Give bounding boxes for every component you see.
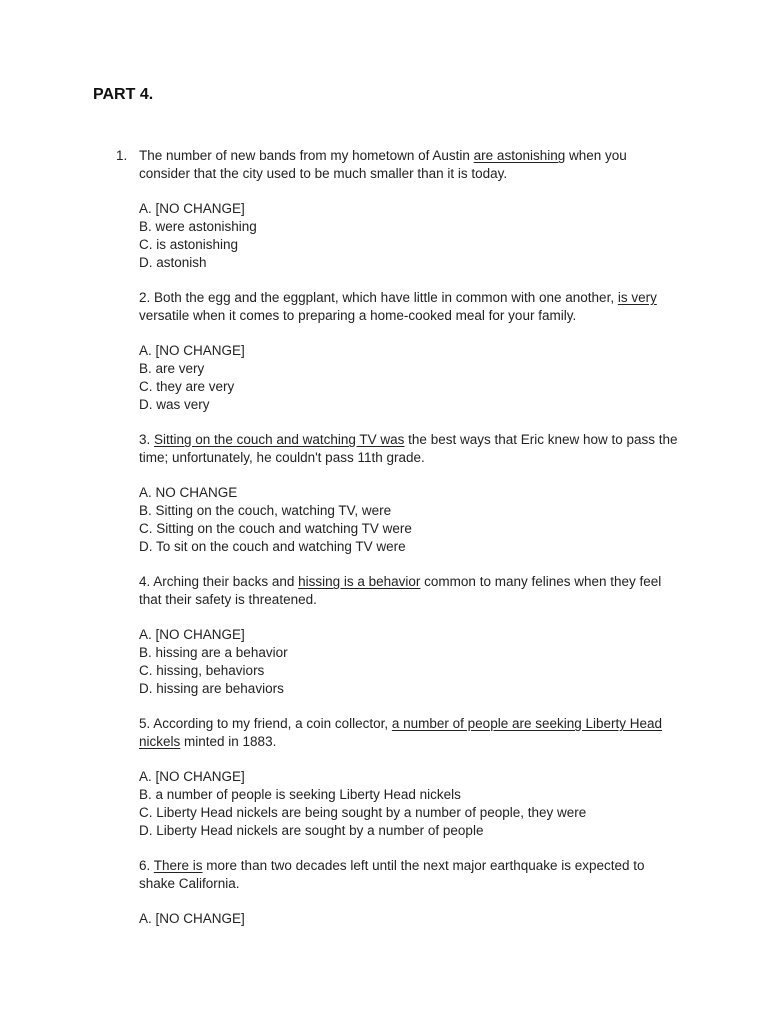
question-3-text-post: the best ways that Eric knew how to pass the time; unfortunately, he couldn't pass 11th grade.: [139, 432, 678, 465]
question-2-text-pre: 2. Both the egg and the eggplant, which have little in common with one another,: [139, 290, 618, 305]
question-4-text-pre: 4. Arching their backs and: [139, 574, 299, 589]
question-1: [116, 147, 679, 183]
option-c: C. is astonishing: [139, 237, 239, 252]
option-c: C. they are very: [139, 379, 235, 394]
option-d: D. Liberty Head nickels are sought by a number of people: [139, 823, 484, 838]
question-5-underlined: a number of people are seeking Liberty Head nickels: [139, 716, 663, 749]
option-c: C. hissing, behaviors: [139, 663, 265, 678]
question-6-text-post: more than two decades left until the next major earthquake is expected to shake California.: [139, 858, 645, 891]
option-a: A. NO CHANGE: [139, 485, 238, 500]
part-heading: PART 4.: [93, 86, 154, 103]
question-6: [139, 857, 679, 893]
option-d: D. astonish: [139, 255, 207, 270]
question-4: [139, 573, 679, 609]
question-6-underlined: There is: [153, 858, 203, 873]
option-a: A. [NO CHANGE]: [139, 201, 245, 216]
question-3-options: [139, 484, 679, 556]
question-5-text-post: minted in 1883.: [180, 734, 277, 749]
option-a: A. [NO CHANGE]: [139, 627, 245, 642]
option-c: C. Liberty Head nickels are being sought by a number of people, they were: [139, 805, 587, 820]
option-a: A. [NO CHANGE]: [139, 343, 245, 358]
option-d: D. was very: [139, 397, 210, 412]
question-3-text-pre: 3.: [139, 432, 155, 447]
question-4-options: [139, 626, 679, 698]
question-6-text-pre: 6.: [139, 858, 154, 873]
option-b: B. are very: [139, 361, 205, 376]
option-d: D. To sit on the couch and watching TV were: [139, 539, 406, 554]
question-2-options: [139, 342, 679, 414]
question-5-options: [139, 768, 679, 840]
question-list: [116, 147, 679, 945]
question-2-text-post: versatile when it comes to preparing a home-cooked meal for your family.: [139, 308, 577, 323]
question-6-options: [139, 910, 679, 928]
option-a: A. [NO CHANGE]: [139, 769, 245, 784]
question-2: [139, 289, 679, 325]
question-1-underlined: are astonishing: [473, 148, 566, 163]
option-c: C. Sitting on the couch and watching TV were: [139, 521, 412, 536]
option-b: B. a number of people is seeking Liberty Head nickels: [139, 787, 461, 802]
option-b: B. Sitting on the couch, watching TV, were: [139, 503, 392, 518]
option-a: A. [NO CHANGE]: [139, 911, 245, 926]
question-5: [139, 715, 679, 751]
question-4-underlined: hissing is a behavior: [298, 574, 421, 589]
question-4-text-post: common to many felines when they feel that their safety is threatened.: [139, 574, 662, 607]
question-5-text-pre: 5. According to my friend, a coin collector,: [139, 716, 392, 731]
question-2-underlined: is very: [617, 290, 657, 305]
question-1-options: [139, 200, 679, 272]
question-1-text-post: when you consider that the city used to be much smaller than it is today.: [139, 148, 627, 181]
question-3-underlined: Sitting on the couch and watching TV was: [154, 432, 405, 447]
option-b: B. hissing are a behavior: [139, 645, 288, 660]
question-1-number: 1.: [116, 148, 128, 163]
option-d: D. hissing are behaviors: [139, 681, 284, 696]
option-b: B. were astonishing: [139, 219, 257, 234]
question-1-text-pre: The number of new bands from my hometown of Austin: [139, 148, 474, 163]
question-3: [139, 431, 679, 467]
